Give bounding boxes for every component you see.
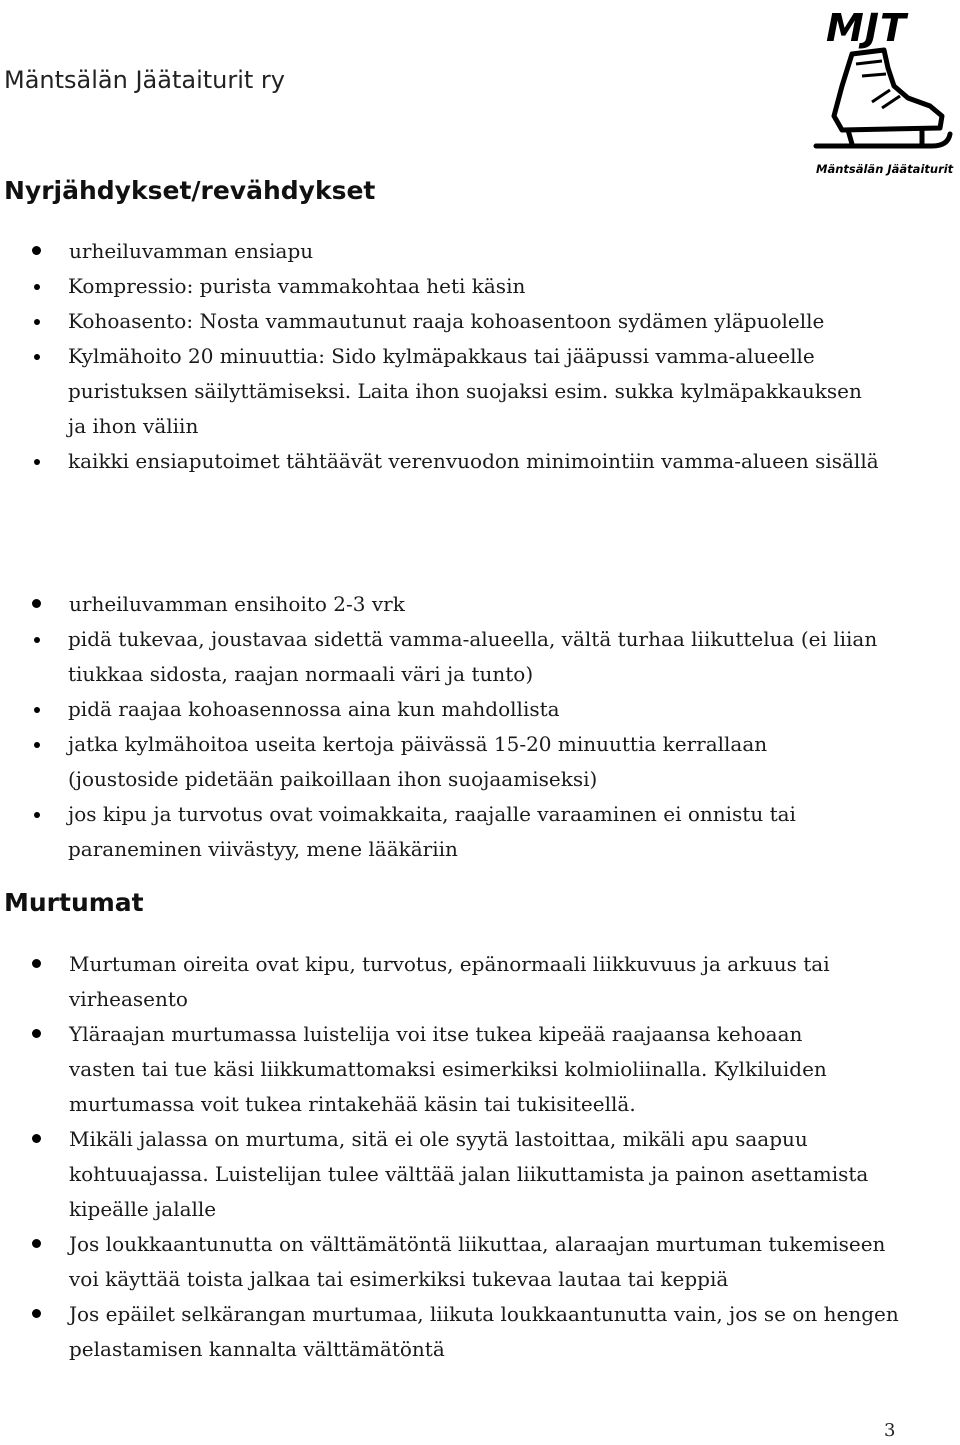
page-number: 3 (884, 1420, 896, 1441)
logo-initials: MJT (826, 6, 907, 50)
section-title-sprains: Nyrjähdykset/revähdykset (4, 176, 376, 205)
list-item: Jos epäilet selkärangan murtumaa, liikuta loukkaantunutta vain, jos se on hengen pelastamisen kannalta välttämätöntä (0, 1297, 900, 1367)
sublist-item: Kompressio: purista vammakohtaa heti käsin (0, 269, 930, 304)
section-title-fractures: Murtumat (4, 888, 144, 917)
sublist-item: Kohoasento: Nosta vammautunut raaja kohoasentoon sydämen yläpuolelle (0, 304, 930, 339)
sublist-item: pidä tukevaa, joustavaa sidettä vamma-alueella, vältä turhaa liikuttelua (ei liian tiukkaa sidosta, raajan normaali väri ja tunto) (0, 622, 930, 692)
logo-caption: Mäntsälän Jäätaiturit (816, 162, 954, 176)
list-item-label: urheiluvamman ensihoito 2-3 vrk (69, 592, 405, 616)
list-item: Mikäli jalassa on murtuma, sitä ei ole syytä lastoittaa, mikäli apu saapuu kohtuuajassa. Luistelijan tulee välttää jalan liikuttamista ja painon asettamista kipeälle jalalle (0, 1122, 900, 1227)
sublist-item: jos kipu ja turvotus ovat voimakkaita, raajalle varaaminen ei onnistu tai paraneminen viivästyy, mene lääkäriin (0, 797, 930, 867)
list-item-label: urheiluvamman ensiapu (69, 239, 314, 263)
sprain-care-list (0, 587, 930, 867)
ice-skate-icon (812, 46, 957, 161)
organization-name: Mäntsälän Jäätaiturit ry (4, 66, 286, 94)
list-item (0, 587, 930, 867)
sublist (0, 269, 930, 479)
sublist-item: Kylmähoito 20 minuuttia: Sido kylmäpakkaus tai jääpussi vamma-alueelle puristuksen säilyttämiseksi. Laita ihon suojaksi esim. sukka kylmäpakkauksen ja ihon väliin (0, 339, 930, 444)
list-item: Yläraajan murtumassa luistelija voi itse tukea kipeää raajaansa kehoaan vasten tai tue käsi liikkumattomaksi esimerkiksi kolmioliinalla. Kylkiluiden murtumassa voit tukea rintakehää käsin tai tukisiteellä. (0, 1017, 900, 1122)
sublist (0, 622, 930, 867)
sprain-list (0, 234, 930, 479)
sublist-item: kaikki ensiaputoimet tähtäävät verenvuodon minimointiin vamma-alueen sisällä (0, 444, 930, 479)
list-item: Murtuman oireita ovat kipu, turvotus, epänormaali liikkuvuus ja arkuus tai virheasento (0, 947, 900, 1017)
list-item (0, 234, 930, 479)
fracture-list (0, 947, 900, 1367)
sublist-item: jatka kylmähoitoa useita kertoja päivässä 15-20 minuuttia kerrallaan (joustoside pidetään paikoillaan ihon suojaamiseksi) (0, 727, 930, 797)
mjt-logo (812, 2, 957, 180)
list-item: Jos loukkaantunutta on välttämätöntä liikuttaa, alaraajan murtuman tukemiseen voi käyttää toista jalkaa tai esimerkiksi tukevaa lautaa tai keppiä (0, 1227, 900, 1297)
sublist-item: pidä raajaa kohoasennossa aina kun mahdollista (0, 692, 930, 727)
